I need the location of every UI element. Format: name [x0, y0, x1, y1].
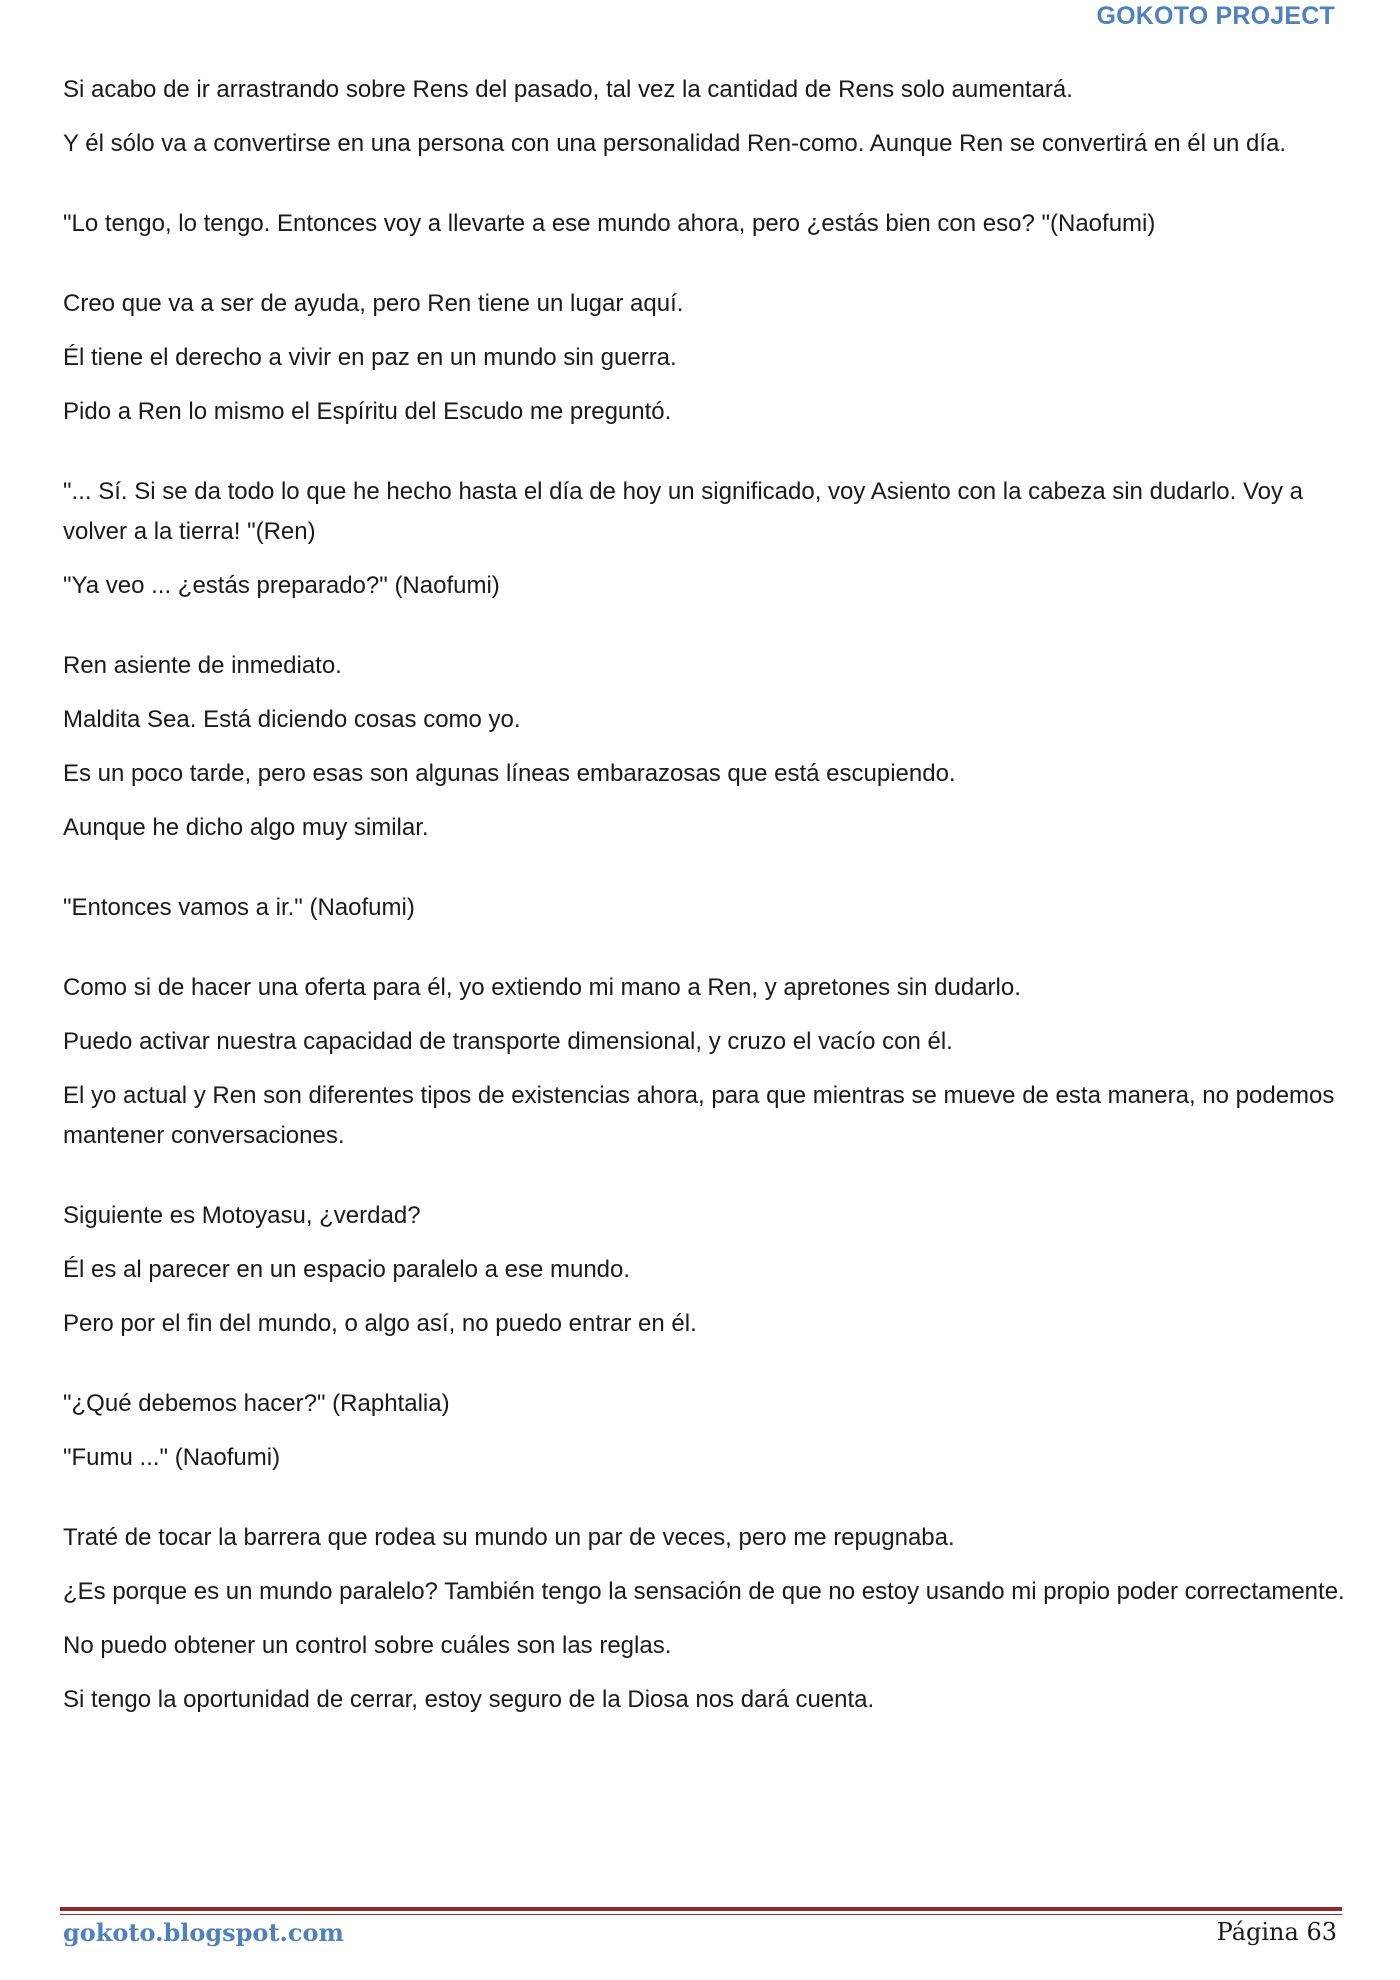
page-number: Página 63 — [1216, 1918, 1337, 1946]
paragraph: "... Sí. Si se da todo lo que he hecho hasta el día de hoy un significado, voy Asiento con la cabeza sin dudarlo. Voy a volver a la tierra! "(Ren) — [63, 478, 1304, 545]
paragraph: Si tengo la oportunidad de cerrar, estoy seguro de la Diosa nos dará cuenta. — [63, 1686, 875, 1713]
paragraph: Ren asiente de inmediato. — [63, 652, 342, 679]
paragraph: Maldita Sea. Está diciendo cosas como yo. — [63, 706, 521, 733]
paragraph: Traté de tocar la barrera que rodea su mundo un par de veces, pero me repugnaba. — [63, 1524, 955, 1551]
paragraph: "¿Qué debemos hacer?" (Raphtalia) — [63, 1390, 450, 1417]
paragraph: "Lo tengo, lo tengo. Entonces voy a llevarte a ese mundo ahora, pero ¿estás bien con eso? "(Naofumi) — [63, 210, 1156, 237]
paragraph: Aunque he dicho algo muy similar. — [63, 814, 429, 841]
paragraph: El yo actual y Ren son diferentes tipos de existencias ahora, para que mientras se mueve de esta manera, no podemos mantener conversaciones. — [63, 1082, 1335, 1149]
paragraph: Puedo activar nuestra capacidad de transporte dimensional, y cruzo el vacío con él. — [63, 1028, 953, 1055]
paragraph: Y él sólo va a convertirse en una persona con una personalidad Ren-como. Aunque Ren se convertirá en él un día. — [63, 130, 1287, 157]
paragraph: No puedo obtener un control sobre cuáles son las reglas. — [63, 1632, 672, 1659]
paragraph: Creo que va a ser de ayuda, pero Ren tiene un lugar aquí. — [63, 290, 684, 317]
paragraph: Pido a Ren lo mismo el Espíritu del Escudo me preguntó. — [63, 398, 672, 425]
paragraph: Como si de hacer una oferta para él, yo extiendo mi mano a Ren, y apretones sin dudarlo. — [63, 974, 1021, 1001]
paragraph: "Entonces vamos a ir." (Naofumi) — [63, 894, 415, 921]
paragraph: Él tiene el derecho a vivir en paz en un mundo sin guerra. — [63, 344, 677, 371]
header-title: GOKOTO PROJECT — [1096, 2, 1335, 30]
body-text — [63, 70, 1353, 1734]
footer-site-link[interactable]: gokoto.blogspot.com — [63, 1918, 344, 1947]
paragraph: Pero por el fin del mundo, o algo así, no puedo entrar en él. — [63, 1310, 697, 1337]
footer-divider-thin — [60, 1914, 1342, 1915]
paragraph: Él es al parecer en un espacio paralelo a ese mundo. — [63, 1256, 631, 1283]
paragraph: "Fumu ..." (Naofumi) — [63, 1444, 281, 1471]
paragraph: Si acabo de ir arrastrando sobre Rens del pasado, tal vez la cantidad de Rens solo aumentará. — [63, 76, 1073, 103]
paragraph: Es un poco tarde, pero esas son algunas líneas embarazosas que está escupiendo. — [63, 760, 956, 787]
footer-divider — [60, 1907, 1342, 1911]
paragraph: Siguiente es Motoyasu, ¿verdad? — [63, 1202, 421, 1229]
paragraph: "Ya veo ... ¿estás preparado?" (Naofumi) — [63, 572, 500, 599]
paragraph: ¿Es porque es un mundo paralelo? También tengo la sensación de que no estoy usando mi propio poder correctamente. — [63, 1578, 1345, 1605]
